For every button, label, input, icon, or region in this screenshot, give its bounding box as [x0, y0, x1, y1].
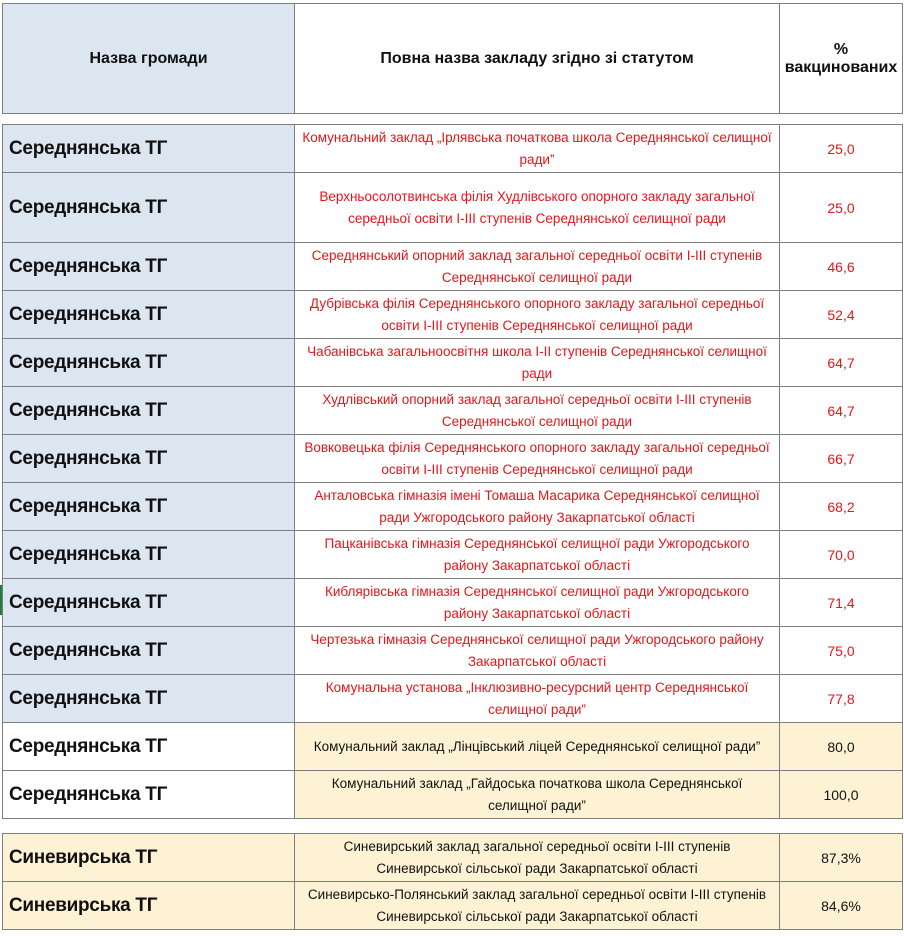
percent-cell[interactable]: 46,6	[780, 243, 903, 291]
community-cell[interactable]: Середнянська ТГ	[3, 723, 295, 771]
percent-cell[interactable]: 77,8	[780, 675, 903, 723]
community-cell[interactable]: Середнянська ТГ	[3, 387, 295, 435]
institution-cell[interactable]: Чертезька гімназія Середнянської селищної ради Ужгородського району Закарпатської області	[295, 627, 780, 675]
institution-cell[interactable]: Синевирський заклад загальної середньої освіти І-ІІІ ступенів Синевирської сільської ради Закарпатської області	[295, 834, 780, 882]
institution-cell[interactable]: Худлівський опорний заклад загальної середньої освіти І-ІІІ ступенів Середнянської селищної ради	[295, 387, 780, 435]
percent-cell[interactable]: 64,7	[780, 339, 903, 387]
community-cell[interactable]: Синевирська ТГ	[3, 834, 295, 882]
header-community[interactable]: Назва громади	[3, 4, 295, 114]
table-row	[3, 339, 903, 387]
percent-cell[interactable]: 68,2	[780, 483, 903, 531]
community-cell[interactable]: Середнянська ТГ	[3, 579, 295, 627]
table-row	[3, 834, 903, 882]
group-separator	[3, 819, 903, 834]
table-row	[3, 125, 903, 173]
table-row	[3, 771, 903, 819]
percent-cell[interactable]: 25,0	[780, 173, 903, 243]
community-cell[interactable]: Середнянська ТГ	[3, 173, 295, 243]
percent-cell[interactable]: 71,4	[780, 579, 903, 627]
percent-cell[interactable]: 52,4	[780, 291, 903, 339]
institution-cell[interactable]: Чабанівська загальноосвітня школа І-ІІ ступенів Середнянської селищної ради	[295, 339, 780, 387]
table-body-serednianska	[3, 125, 903, 819]
institution-cell[interactable]: Комунальний заклад „Ірлявська початкова школа Середнянської селищної ради”	[295, 125, 780, 173]
table-row	[3, 483, 903, 531]
table-row	[3, 173, 903, 243]
spacer-row	[3, 819, 903, 834]
community-cell[interactable]: Середнянська ТГ	[3, 339, 295, 387]
percent-cell[interactable]: 66,7	[780, 435, 903, 483]
institution-cell[interactable]: Комунальний заклад „Гайдоська початкова школа Середнянської селищної ради”	[295, 771, 780, 819]
institution-cell[interactable]: Комунальний заклад „Лінцівський ліцей Середнянської селищної ради”	[295, 723, 780, 771]
community-cell[interactable]: Середнянська ТГ	[3, 771, 295, 819]
community-cell[interactable]: Середнянська ТГ	[3, 243, 295, 291]
table-row	[3, 291, 903, 339]
table-row	[3, 531, 903, 579]
institution-cell[interactable]: Верхньосолотвинська філія Худлівського опорного закладу загальної середньої освіти І-ІІІ ступенів Середнянської селищної ради	[295, 173, 780, 243]
percent-cell[interactable]: 25,0	[780, 125, 903, 173]
vaccination-table	[2, 3, 903, 930]
table-row	[3, 627, 903, 675]
header-row	[3, 4, 903, 114]
table-body-synevyrska	[3, 834, 903, 930]
spacer-cell	[3, 114, 903, 125]
institution-cell[interactable]: Анталовська гімназія імені Томаша Масарика Середнянської селищної ради Ужгородського району Закарпатської області	[295, 483, 780, 531]
table-row	[3, 723, 903, 771]
table-row	[3, 675, 903, 723]
community-cell[interactable]: Середнянська ТГ	[3, 125, 295, 173]
spacer-row	[3, 114, 903, 125]
community-cell[interactable]: Синевирська ТГ	[3, 882, 295, 930]
institution-cell[interactable]: Середнянський опорний заклад загальної середньої освіти І-ІІІ ступенів Середнянської селищної ради	[295, 243, 780, 291]
institution-cell[interactable]: Пацканівська гімназія Середнянської селищної ради Ужгородського району Закарпатської області	[295, 531, 780, 579]
community-cell[interactable]: Середнянська ТГ	[3, 531, 295, 579]
header-percent[interactable]: % вакцинованих	[780, 4, 903, 114]
community-cell[interactable]: Середнянська ТГ	[3, 291, 295, 339]
percent-cell[interactable]: 80,0	[780, 723, 903, 771]
table-row	[3, 243, 903, 291]
institution-cell[interactable]: Комунальна установа „Інклюзивно-ресурсний центр Середнянської селищної ради”	[295, 675, 780, 723]
spacer-cell	[3, 819, 903, 834]
header-institution[interactable]: Повна назва закладу згідно зі статутом	[295, 4, 780, 114]
percent-cell[interactable]: 70,0	[780, 531, 903, 579]
percent-cell[interactable]: 87,3%	[780, 834, 903, 882]
percent-cell[interactable]: 64,7	[780, 387, 903, 435]
table-row	[3, 435, 903, 483]
community-cell[interactable]: Середнянська ТГ	[3, 435, 295, 483]
institution-cell[interactable]: Синевирсько-Полянський заклад загальної середньої освіти І-ІІІ ступенів Синевирської сільської ради Закарпатської області	[295, 882, 780, 930]
percent-cell[interactable]: 75,0	[780, 627, 903, 675]
institution-cell[interactable]: Киблярівська гімназія Середнянської селищної ради Ужгородського району Закарпатської області	[295, 579, 780, 627]
percent-cell[interactable]: 100,0	[780, 771, 903, 819]
table-row	[3, 387, 903, 435]
community-cell[interactable]: Середнянська ТГ	[3, 483, 295, 531]
table-row	[3, 882, 903, 930]
community-cell[interactable]: Середнянська ТГ	[3, 675, 295, 723]
percent-cell[interactable]: 84,6%	[780, 882, 903, 930]
community-cell[interactable]: Середнянська ТГ	[3, 627, 295, 675]
table-row	[3, 579, 903, 627]
institution-cell[interactable]: Дубрівська філія Середнянського опорного закладу загальної середньої освіти І-ІІІ ступенів Середнянської селищної ради	[295, 291, 780, 339]
institution-cell[interactable]: Вовковецька філія Середнянського опорного закладу загальної середньої освіти І-ІІІ ступенів Середнянської селищної ради	[295, 435, 780, 483]
